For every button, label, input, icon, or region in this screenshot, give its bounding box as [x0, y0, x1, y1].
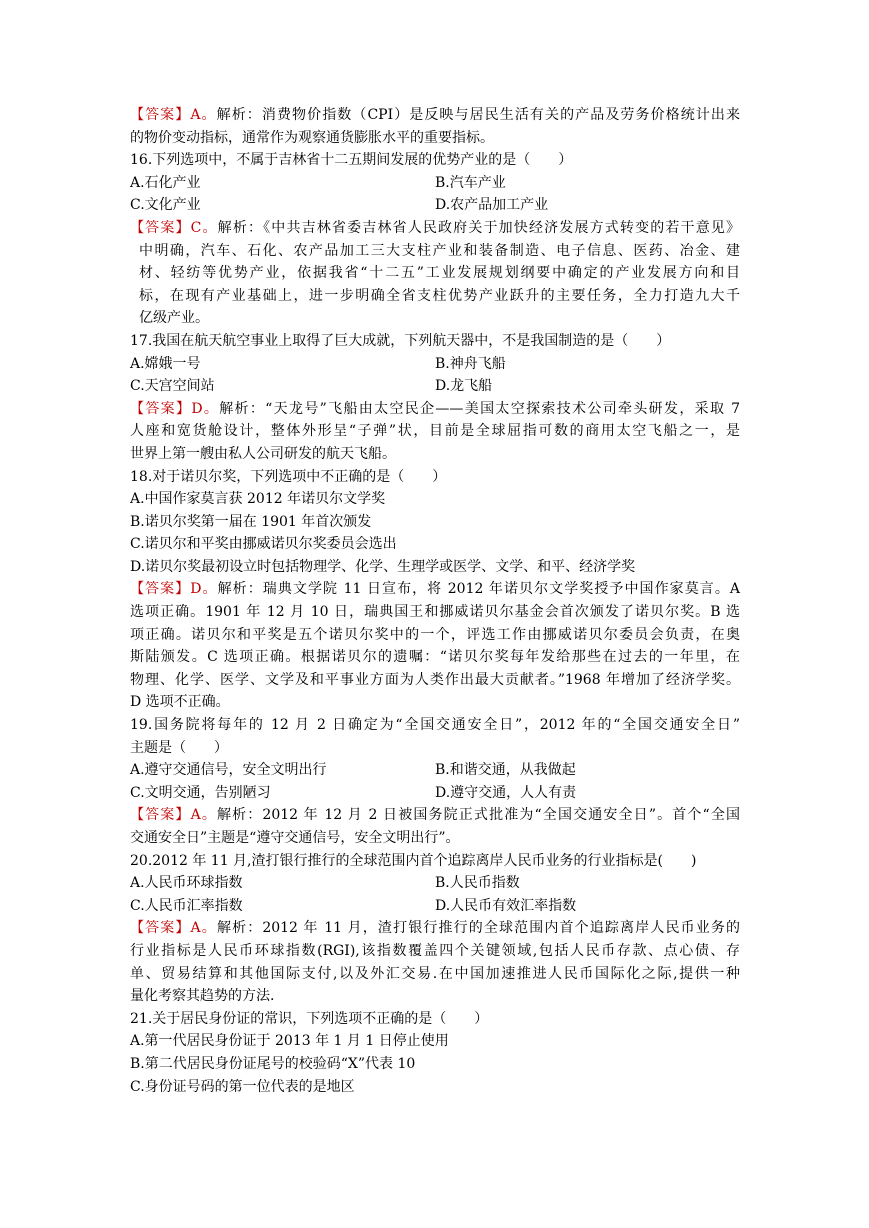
question-text: 19.国务院将每年的 12 月 2 日确定为“全国交通安全日”，2012 年的“全国交通安全日” [130, 717, 740, 734]
answer-text: 项正确。诺贝尔和平奖是五个诺贝尔奖中的一个，评选工作由挪威诺贝尔委员会负责，在奥 [130, 626, 740, 643]
answer-letter: A。 [190, 107, 217, 123]
answer-text: 材、轻纺等优势产业，依据我省“十二五”工业发展规划纲要中确定的产业发展方向和目 [139, 265, 740, 282]
answer-line [130, 217, 740, 240]
option-item: A.人民币环球指数 [130, 875, 243, 892]
answer-text: 标，在现有产业基础上，进一步明确全省支柱优势产业跃升的主要任务，全力打造九大千 [139, 287, 740, 304]
answer-text: 解析：消费物价指数（CPI）是反映与居民生活有关的产品及劳务价格统计出来 [216, 107, 740, 123]
answer-text: 的物价变动指标，通常作为观察通货膨胀水平的重要指标。 [130, 129, 494, 146]
answer-line [130, 398, 740, 421]
answer-line [130, 601, 740, 624]
question-text: 20.2012 年 11 月,渣打银行推行的全球范围内首个追踪离岸人民币业务的行业指标是( ) [130, 852, 697, 869]
option-item: C.文明交通，告别陋习 [130, 784, 271, 801]
answer-line [130, 827, 740, 850]
option-item: B.神舟飞船 [435, 355, 506, 372]
answer-line [130, 691, 740, 714]
answer-letter: D。 [190, 581, 218, 598]
option-row [130, 872, 740, 895]
option-item: B.人民币指数 [435, 875, 520, 892]
answer-line [130, 578, 740, 601]
answer-line [130, 985, 740, 1008]
answer-tag: 【答案】 [130, 920, 191, 937]
option-item: D.诺贝尔奖最初设立时包括物理学、化学、生理学或医学、文学、和平、经济学奖 [130, 558, 636, 575]
answer-line [130, 307, 740, 330]
answer-line [130, 240, 740, 263]
answer-line [130, 624, 740, 647]
answer-tag: 【答案】 [130, 807, 191, 824]
option-row [130, 353, 740, 376]
option-item: C.身份证号码的第一位代表的是地区 [130, 1078, 355, 1095]
question-text: 17.我国在航天航空事业上取得了巨大成就，下列航天器中，不是我国制造的是（ ） [130, 332, 671, 349]
answer-text: 斯陆颁发。C 选项正确。根据诺贝尔的遗嘱：“诺贝尔奖每年发给那些在过去的一年里，在 [130, 649, 740, 666]
option-item: B.第二代居民身份证尾号的校验码“X”代表 10 [130, 1055, 416, 1072]
option-item: C.文化产业 [130, 197, 201, 214]
answer-text: 世界上第一艘由私人公司研发的航天飞船。 [130, 445, 396, 462]
answer-text: 解析：2012 年 12 月 2 日被国务院正式批准为“全国交通安全日”。首个“全国 [217, 807, 740, 824]
answer-line [130, 940, 740, 963]
answer-text: 解析：“天龙号”飞船由太空民企——美国太空探索技术公司牵头研发，采取 7 [219, 400, 741, 417]
option-row [130, 895, 740, 918]
option-row [130, 375, 740, 398]
option-row [130, 782, 740, 805]
answer-tag: 【答案】 [130, 581, 191, 598]
option-item: D.农产品加工产业 [435, 197, 549, 214]
option-item: D.人民币有效汇率指数 [435, 897, 577, 914]
answer-line [130, 963, 740, 986]
answer-tag: 【答案】 [130, 400, 192, 417]
answer-tag: 【答案】 [130, 219, 191, 236]
answer-letter: C。 [190, 219, 218, 236]
option-item: B.汽车产业 [435, 174, 506, 191]
answer-text: D 选项不正确。 [130, 694, 230, 711]
answer-text: 量化考察其趋势的方法. [130, 988, 275, 1005]
option-item: C.天宫空间站 [130, 378, 215, 395]
option-row [130, 759, 740, 782]
answer-line [130, 104, 740, 127]
option-item: A.遵守交通信号，安全文明出行 [130, 762, 327, 779]
answer-line [130, 420, 740, 443]
answer-text: 物理、化学、医学、文学及和平事业方面为人类作出最大贡献者。”1968 年增加了经济学奖。 [130, 671, 740, 688]
option-row [130, 172, 740, 195]
answer-tag: 【答案】 [130, 107, 191, 123]
question-text: 主题是（ ） [130, 739, 228, 756]
option-item: A.石化产业 [130, 174, 201, 191]
option-item: A.嫦娥一号 [130, 355, 201, 372]
answer-line [130, 804, 740, 827]
option-item: C.诺贝尔和平奖由挪威诺贝尔奖委员会选出 [130, 536, 397, 553]
answer-letter: D。 [191, 400, 220, 417]
question-text: 16.下列选项中，不属于吉林省十二五期间发展的优势产业的是（ ） [130, 152, 573, 169]
answer-text: 行业指标是人民币环球指数(RGI),该指数覆盖四个关键领域,包括人民币存款、点心债、存 [130, 942, 740, 959]
option-item: B.和谐交通，从我做起 [435, 762, 576, 779]
answer-line [130, 285, 740, 308]
answer-line [130, 262, 740, 285]
answer-line [130, 127, 740, 150]
answer-line [130, 917, 740, 940]
option-item: A.中国作家莫言获 2012 年诺贝尔文学奖 [130, 491, 386, 508]
option-item: C.人民币汇率指数 [130, 897, 243, 914]
answer-letter: A。 [190, 807, 217, 824]
option-item: B.诺贝尔奖第一届在 1901 年首次颁发 [130, 513, 372, 530]
answer-line [130, 646, 740, 669]
answer-text: 中明确，汽车、石化、农产品加工三大支柱产业和装备制造、电子信息、医药、冶金、建 [139, 242, 740, 259]
answer-text: 交通安全日”主题是“遵守交通信号，安全文明出行”。 [130, 830, 460, 846]
answer-letter: A。 [190, 920, 217, 937]
answer-text: 解析：2012 年 11 月，渣打银行推行的全球范围内首个追踪离岸人民币业务的 [216, 920, 741, 937]
answer-text: 单、贸易结算和其他国际支付,以及外汇交易.在中国加速推进人民币国际化之际,提供一种 [130, 965, 740, 982]
answer-line [130, 443, 740, 466]
option-item: D.龙飞船 [435, 378, 493, 395]
option-item: D.遵守交通，人人有责 [435, 784, 577, 801]
option-row [130, 194, 740, 217]
answer-text: 人座和宽货舱设计，整体外形呈“子弹”状，目前是全球屈指可数的商用太空飞船之一，是 [130, 423, 740, 440]
option-item: A.第一代居民身份证于 2013 年 1 月 1 日停止使用 [130, 1033, 449, 1050]
question-text: 18.对于诺贝尔奖，下列选项中不正确的是（ ） [130, 468, 447, 485]
answer-text: 亿级产业。 [139, 310, 209, 327]
answer-line [130, 669, 740, 692]
question-text: 21.关于居民身份证的常识，下列选项不正确的是（ ） [130, 1010, 489, 1027]
answer-text: 解析：瑞典文学院 11 日宣布，将 2012 年诺贝尔文学奖授予中国作家莫言。A [217, 581, 740, 598]
document-body [130, 104, 740, 1098]
answer-text: 选项正确。1901 年 12 月 10 日，瑞典国王和挪威诺贝尔基金会首次颁发了诺贝尔奖。B 选 [130, 604, 740, 621]
answer-text: 解析：《中共吉林省委吉林省人民政府关于加快经济发展方式转变的若干意见》 [217, 219, 741, 236]
